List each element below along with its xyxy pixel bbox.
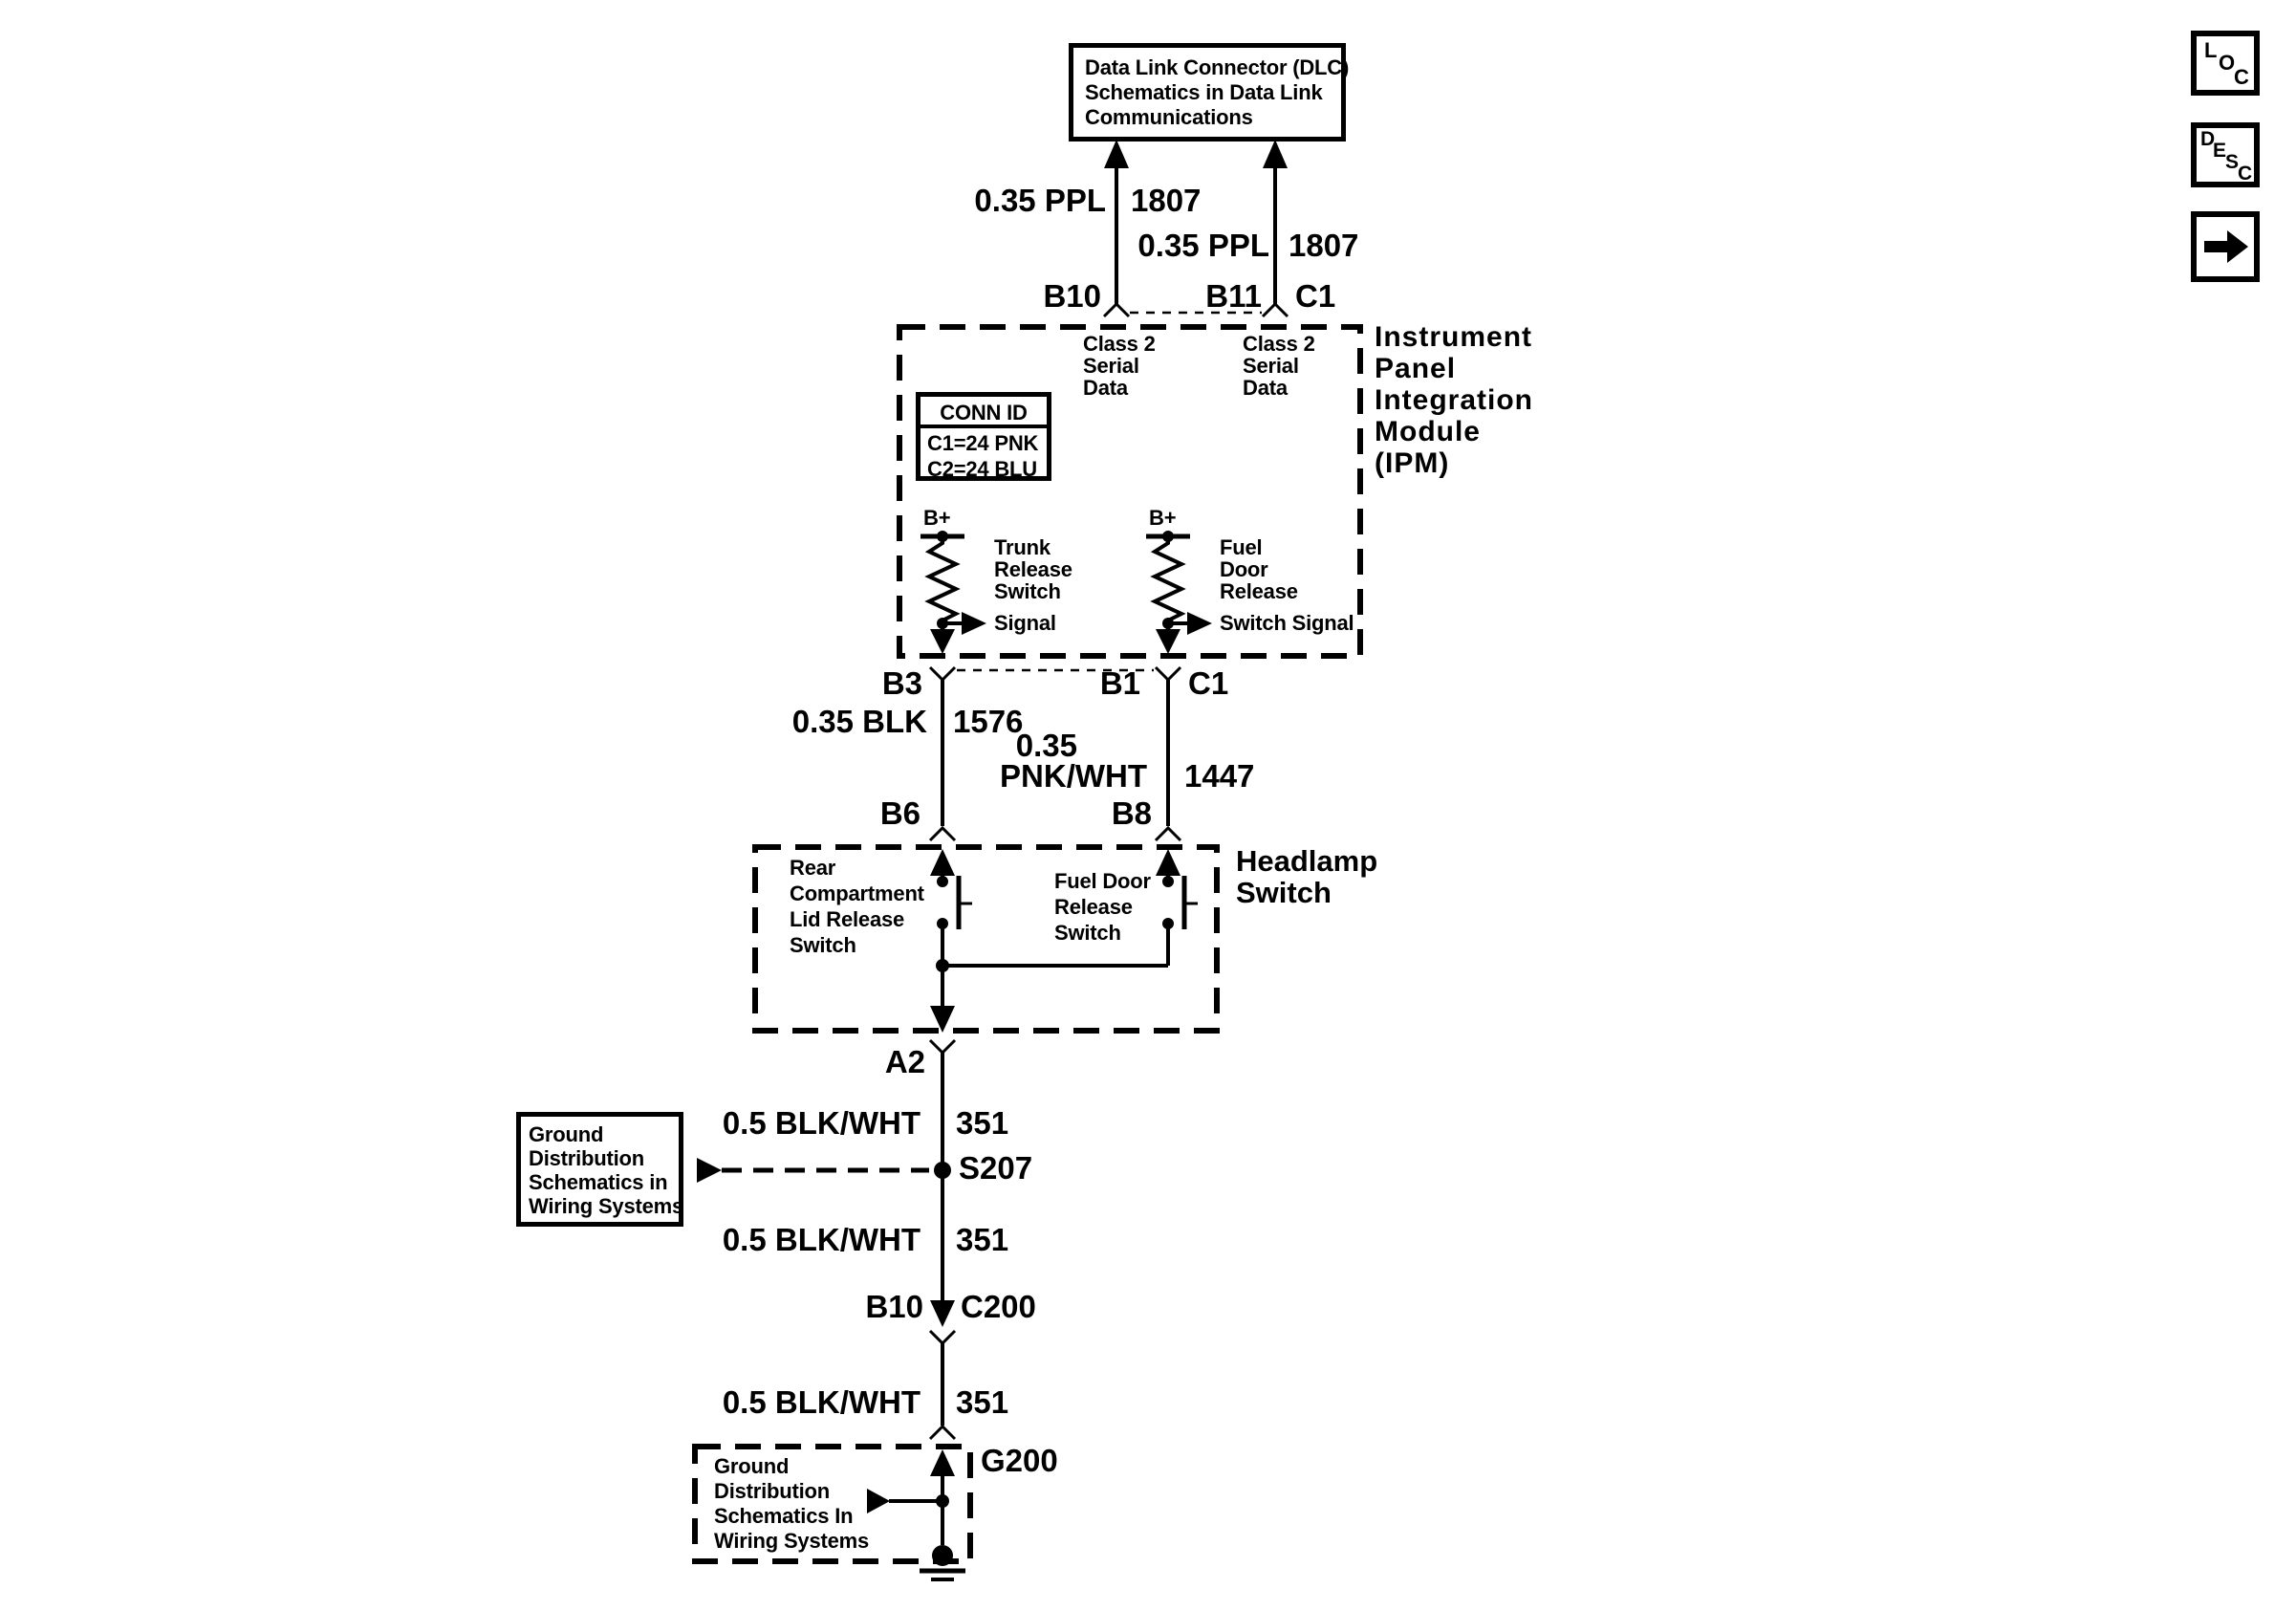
dlc-ref-line: Communications: [1085, 105, 1253, 129]
desc-letter: D: [2200, 128, 2216, 150]
ipm-title-line: Module: [1375, 416, 1481, 447]
rear-switch-line: Lid Release: [790, 907, 905, 931]
trunk-signal-line: Signal: [994, 611, 1056, 635]
wire-label-gauge: 0.35 PPL: [1137, 228, 1269, 263]
fuel-signal-line: Switch Signal: [1220, 611, 1354, 635]
pin-label-b3: B3: [881, 665, 922, 701]
class2-label-line: Serial: [1243, 354, 1299, 378]
wire-label-circuit: 351: [956, 1105, 1009, 1141]
desc-letter: C: [2238, 163, 2253, 185]
trunk-release-branch: [921, 531, 986, 654]
ground-reference-box-left: [516, 1112, 683, 1227]
conn-id-row: C2=24 BLU: [927, 457, 1037, 481]
desc-letter: S: [2225, 151, 2240, 173]
connector-chevron: [930, 1426, 955, 1439]
ground-ref-bottom-line: Distribution: [714, 1479, 831, 1503]
connector-chevron: [930, 1331, 955, 1343]
conn-id-separator: [921, 425, 1047, 428]
rear-switch-line: Rear: [790, 856, 836, 880]
trunk-signal-line: Release: [994, 557, 1072, 581]
headlamp-title-line: Headlamp: [1236, 844, 1378, 878]
connector-chevron: [930, 667, 955, 680]
fuel-signal-line: Release: [1220, 579, 1298, 603]
dlc-ref-line: Schematics in Data Link: [1085, 80, 1323, 104]
pin-label-b10-c200: B10: [865, 1289, 923, 1324]
ground-label-g200: G200: [981, 1443, 1058, 1478]
ground-ref-line: Distribution: [529, 1146, 645, 1170]
trunk-signal-line: Trunk: [994, 535, 1051, 559]
s207-reference-link: [697, 1158, 929, 1183]
pin-label-b8: B8: [1111, 795, 1152, 831]
connector-chevron: [1263, 304, 1288, 316]
connector-chevron: [930, 828, 955, 840]
wire-label-circuit: 1447: [1184, 758, 1255, 794]
fuel-switch-line: Release: [1054, 895, 1133, 919]
connector-chevron: [1156, 667, 1180, 680]
ipm-title-line: (IPM): [1375, 447, 1450, 479]
arrowhead-down: [930, 1300, 955, 1327]
next-arrow-button[interactable]: [2191, 211, 2260, 282]
resistor: [929, 536, 956, 623]
loc-letter: O: [2219, 51, 2236, 75]
wire-label-circuit: 1807: [1131, 183, 1202, 218]
class2-label-line: Data: [1083, 376, 1128, 400]
arrowhead-up: [1104, 140, 1129, 168]
fuel-door-release-branch: [1146, 531, 1212, 654]
b-plus-label: B+: [1149, 506, 1177, 530]
arrowhead-right: [1187, 612, 1212, 635]
arrowhead-right: [867, 1489, 890, 1513]
fuel-signal-line: Door: [1220, 557, 1268, 581]
ipm-title-line: Panel: [1375, 353, 1457, 384]
connector-chevron: [1156, 828, 1180, 840]
pin-label-b1: B1: [1099, 665, 1140, 701]
pin-label-b11: B11: [1205, 278, 1262, 314]
connector-label-c200: C200: [961, 1289, 1036, 1324]
pin-label-b6: B6: [879, 795, 921, 831]
ground-dot: [932, 1545, 953, 1566]
connector-chevron: [930, 1040, 955, 1053]
wire-label-gauge: 0.35 BLK: [791, 704, 927, 739]
fuel-door-switch-symbol: [1156, 849, 1198, 929]
arrowhead-right: [962, 612, 986, 635]
b-plus-label: B+: [923, 506, 951, 530]
fuel-switch-line: Fuel Door: [1054, 869, 1151, 893]
contact-dot: [937, 876, 948, 887]
wire-label-circuit: 1807: [1289, 228, 1359, 263]
pin-label-b10: B10: [1043, 278, 1101, 314]
resistor: [1155, 536, 1181, 623]
ipm-title-line: Integration: [1375, 384, 1533, 416]
ground-ref-line: Wiring Systems: [529, 1194, 684, 1218]
ground-run-wire: [930, 1053, 955, 1439]
loc-letter: C: [2234, 65, 2249, 89]
splice-dot-s207: [934, 1162, 951, 1179]
splice-label-s207: S207: [959, 1150, 1033, 1186]
conn-id-box: [916, 392, 1051, 481]
wire-label-gauge: 0.5 BLK/WHT: [722, 1105, 921, 1141]
loc-button[interactable]: [2191, 31, 2260, 96]
class2-label-line: Serial: [1083, 354, 1139, 378]
fuel-signal-line: Fuel: [1220, 535, 1263, 559]
wire-label-circuit: 351: [956, 1384, 1009, 1420]
ground-ref-bottom-line: Ground: [714, 1454, 790, 1478]
dlc-ref-line: Data Link Connector (DLC): [1085, 55, 1350, 79]
class2-label-line: Data: [1243, 376, 1288, 400]
pin-label-a2: A2: [884, 1044, 925, 1079]
dlc-reference-box: [1069, 43, 1350, 142]
rear-switch-line: Switch: [790, 933, 856, 957]
fuel-switch-line: Switch: [1054, 921, 1121, 945]
desc-letter: E: [2213, 140, 2227, 162]
wire-label-gauge: PNK/WHT: [1000, 758, 1147, 794]
rear-lid-switch-symbol: [930, 849, 972, 929]
class2-label-line: Class 2: [1083, 332, 1156, 356]
wire-label-gauge: 0.5 BLK/WHT: [722, 1222, 921, 1257]
wire-label-gauge: 0.35: [1015, 728, 1077, 763]
ground-ref-bottom-line: Schematics In: [714, 1504, 854, 1528]
desc-button[interactable]: [2191, 122, 2260, 187]
arrowhead-down: [930, 629, 955, 654]
arrowhead-down: [1156, 629, 1180, 654]
wire-label-gauge: 0.35 PPL: [974, 183, 1106, 218]
trunk-signal-line: Switch: [994, 579, 1061, 603]
class2-label-line: Class 2: [1243, 332, 1315, 356]
wire-label-circuit: 1576: [953, 704, 1024, 739]
ground-ref-line: Schematics in: [529, 1170, 668, 1194]
connector-label-c1-mid: C1: [1188, 665, 1229, 701]
connector-label-c1: C1: [1295, 278, 1336, 314]
right-arrow-icon: [2197, 217, 2254, 276]
wire-label-circuit: 351: [956, 1222, 1009, 1257]
wire-label-gauge: 0.5 BLK/WHT: [722, 1384, 921, 1420]
contact-dot: [1162, 876, 1174, 887]
ground-ref-bottom-line: Wiring Systems: [714, 1529, 870, 1553]
ground-ref-line: Ground: [529, 1122, 604, 1146]
loc-letter: L: [2204, 38, 2218, 62]
arrowhead-right: [697, 1158, 722, 1183]
conn-id-header: CONN ID: [940, 401, 1028, 425]
rear-switch-line: Compartment: [790, 882, 924, 905]
ipm-title-line: Instrument: [1375, 321, 1533, 353]
arrowhead-up: [1263, 140, 1288, 168]
conn-id-row: C1=24 PNK: [927, 431, 1039, 455]
headlamp-title-line: Switch: [1236, 876, 1332, 909]
